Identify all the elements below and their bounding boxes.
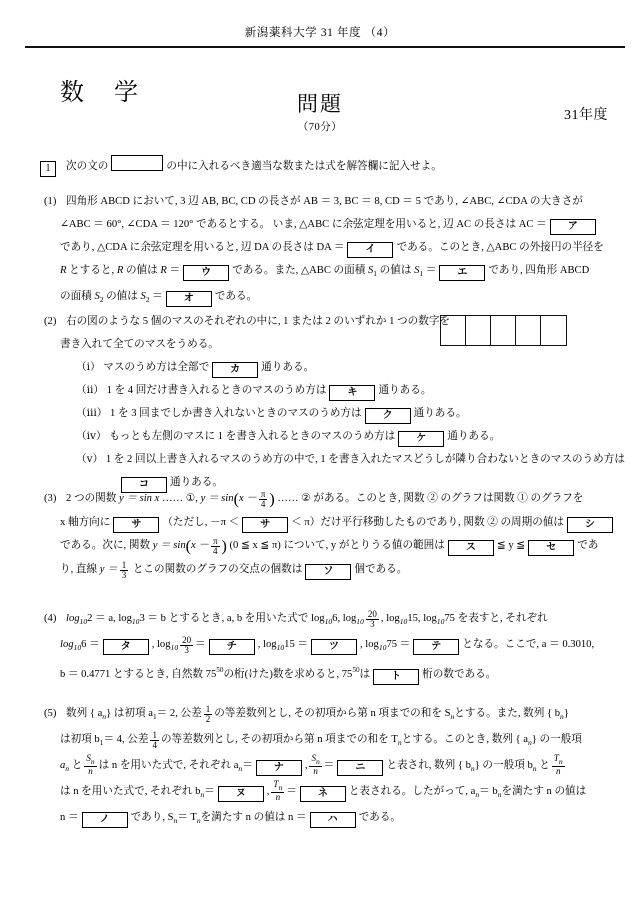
p5-t21: は n を用いた式で, それぞれ b [60,786,201,797]
problem-2-subitem-i [0,356,640,379]
instruction-blank-box[interactable] [111,155,163,171]
subitem-i-label: （ⅰ） [76,362,101,373]
grid-cell[interactable] [516,316,541,345]
problem-4-line-2: $\log_{10}6$ ＝ タ , $\log_{10}$ $\frac{20}{3}$ ＝ チ , $\log_{10}15$ ＝ ツ , $\log_{10}75$ ＝ テ となる。ここで, a ＝ 0.3010, [60,634,595,655]
p3-t9: ＜ π）だけ平行移動したものであり, 関数 ② の周期の値は [291,517,565,528]
subitem-v-label: （ⅴ） [76,454,104,465]
blank-sa-1[interactable]: サ [113,517,159,533]
blank-na[interactable]: ナ [256,760,302,776]
fraction-1-2: $\frac{1}{2}$ [205,703,211,724]
p5-t30: ＝ T [177,812,197,823]
blank-e[interactable]: エ [439,265,485,281]
subitem-i-before: マスのうめ方は全部で [103,362,210,373]
p5-t8: ＝ 4, 公差 [103,734,149,745]
p4-t17: b ＝ 0.4771 とするとき, 自然数 75 [60,669,217,680]
p5-t18: と表され, 数列 { b [386,760,471,771]
p4-t3: 3 ＝ b とするとき, a, b を用いた式で log [139,613,325,624]
p4-t14: , log [360,639,379,650]
blank-i[interactable]: イ [347,242,393,258]
p5-t24: ＝ [286,786,297,797]
p5-t31: を満たす n の値は n ＝ [200,812,307,823]
p5-t4: の等差数列とし, その初項から第 n 項までの和を S [214,708,451,719]
subitem-iv-before: もっとも左側のマスに 1 を書き入れるときのマスのうめ方は [109,431,396,442]
problem-2-label: (2) [44,316,57,327]
p4-t2: 2 ＝ a, log [87,613,132,624]
problem-2-subitem-ii [0,379,640,402]
fraction-tn-n-1: $\frac{T_n}{n}$ [553,753,563,776]
p4-t13: 15 ＝ [284,639,308,650]
problem-2-subitem-iv [0,425,640,448]
p5-t13: と [71,760,83,771]
p5-t16: , [304,760,308,771]
blank-ku[interactable]: ク [365,408,411,424]
p3-t2: y ＝ sin x [118,493,160,504]
p4-t9: 6 ＝ [81,639,100,650]
fraction-tn-n-2: $\frac{T_n}{n}$ [273,779,283,802]
problem-1-text-6: であり, 四角形 ABCD [488,265,590,276]
grid-cell[interactable] [491,316,516,345]
question-number-box: 1 [40,161,56,177]
p3-t13: ≦ y ≦ [496,540,526,551]
problem-1-section [0,190,640,311]
problem-4-line-3: b ＝ 0.4771 とするとき, 自然数 $75^{50}$の桁(けた)数を求めると, $75^{50}$は ト 桁の数である。 [0,659,640,686]
p3-t11: y ＝ sin [152,540,186,551]
problem-1-line-5: の面積 $S_2$ の値は $S_2$ ＝ オ である。 [0,285,640,311]
p5-t27: を満たす n の値は [501,786,587,797]
p3-t15: り, 直線 [60,564,98,575]
exam-duration: （70分） [297,122,343,133]
p3-t18: 個である。 [354,564,408,575]
problem-1-text-8: である。 [214,291,258,302]
blank-te[interactable]: テ [413,639,459,655]
problem-4-line-1: (4) $\log_{10}2 = a$, $\log_{10}3 = b$ とするとき, a, b を用いた式で $\log_{10}6$, $\log_{10}$ $\frac{20}{3}$ , $\log_{10}15$, $\log_{10}75$ を表すと, それぞれ [44,608,548,629]
blank-nu[interactable]: ヌ [218,786,264,802]
subitem-i-after: 通りある。 [261,362,315,373]
problem-5-line-5: n ＝ ノ であり, $S_n= T_n$を満たす n の値は n ＝ ハ である。 [0,806,640,832]
instruction-line [0,155,640,178]
problem-2-subitem-v [0,448,640,471]
problem-1-line-1 [0,190,640,213]
blank-su[interactable]: ス [448,540,494,556]
subitem-v-after: 通りある。 [170,477,223,488]
p5-t26: ＝ b [479,786,498,797]
problem-3-line-3: である。次に, 関数 y ＝ sin(x － $\frac{\pi}{4}$ ) (0 ≦ x ≦ π) について, y がとりうる値の範囲は ス ≦ y ≦ セ であ [60,535,599,556]
p3-t4: y ＝ sin [200,493,234,504]
p3-t16: y ＝ [99,564,118,575]
problem-3-label: (3) [44,493,57,504]
p5-t1: 数列 { a [66,708,103,719]
five-cell-grid-figure [440,315,567,346]
subitem-ii-label: （ⅱ） [76,385,104,396]
p3-t3: …… ①, [161,493,198,504]
p5-t20: と [539,760,550,771]
subitem-iii-label: （ⅲ） [76,408,108,419]
fraction-sn-n-1: $\frac{S_n}{n}$ [86,753,95,776]
p3-t10: である。次に, 関数 [60,540,151,551]
fraction-20-3: $\frac{20}{3}$ [367,608,377,629]
p4-t1: log [66,613,80,624]
p5-t12: a [60,760,66,771]
problem-5-line-2: は初項 $b_1= 4$, 公差 $\frac{1}{4}$ の等差数列とし, その初項から第 n 項までの和を $T_n$とする。このとき, 数列 { $a_n$} の一般項 [60,729,582,750]
problem-2-subitem-iii [0,402,640,425]
paper-title-block [0,88,640,134]
problem-3-section [0,487,640,581]
problem-1-label: (1) [44,196,57,207]
p5-t11: } の一般項 [531,734,582,745]
paper-title: 問題 [297,92,343,116]
blank-ta[interactable]: タ [103,639,149,655]
fraction-sn-n-2: $\frac{S_n}{n}$ [311,753,320,776]
p5-t3: ＝ 2, 公差 [156,708,202,719]
blank-so[interactable]: ソ [305,564,351,580]
blank-se[interactable]: セ [528,540,574,556]
p5-t9: の等差数列とし, その初項から第 n 項までの和を T [160,734,398,745]
fraction-1-4: $\frac{1}{4}$ [152,729,157,750]
subitem-ii-after: 通りある。 [378,385,432,396]
blank-ne[interactable]: ネ [300,786,346,802]
fraction-1-3: $\frac{1}{3}$ [121,559,127,580]
p3-t12: (0 ≦ x ≦ π) について, y がとりうる値の範囲は [229,540,445,551]
instruction-text-after: の中に入れるべき適当な数または式を解答欄に記入せよ。 [166,161,442,172]
problem-1-text-2: ∠ABC ＝ 60°, ∠CDA ＝ 120° であるとする。 いま, △ABC に余弦定理を用いると, 辺 AC の長さは AC ＝ [60,219,547,230]
p3-t8: （ただし, －π ＜ [162,517,240,528]
problem-1-line-2 [0,213,640,236]
problem-1-line-4: R とすると, R の値は R ＝ ウ である。また, △ABC の面積 $S_1$ の値は $S_1$ ＝ エ であり, 四角形 ABCD [0,259,640,285]
problem-1-line-3 [0,236,640,259]
blank-chi[interactable]: チ [209,639,255,655]
p4-t19: は [359,669,371,680]
subitem-iii-after: 通りある。 [413,408,467,419]
p4-t11: ＝ [195,639,206,650]
p5-t15: ＝ [242,760,253,771]
blank-no[interactable]: ノ [82,812,128,828]
blank-tsu[interactable]: ツ [311,639,357,655]
blank-u[interactable]: ウ [183,265,229,281]
subitem-iii-before: 1 を 3 回までしか書き入れないときのマスのうめ方は [110,408,362,419]
p3-t17: とこの関数のグラフの交点の個数は [132,564,303,575]
exam-year: 31年度 [564,108,608,123]
blank-ki[interactable]: キ [329,385,375,401]
fraction-pi-4: $\frac{\pi}{4}$ [260,488,266,509]
problem-5-section [0,702,640,832]
subject-title: 数 学 [60,80,150,106]
p5-t32: である。 [358,812,401,823]
p5-t7: は初項 b [60,734,100,745]
blank-o[interactable]: オ [166,291,212,307]
problem-5-line-3: $a_n$ と $\frac{S_n}{n}$ は n を用いた式で, それぞれ $a_n=$ ナ , $\frac{S_n}{n}$ ＝ ニ と表され, 数列 { $b_n$} の一般項 $b_n$ と $\frac{T_n}{n}$ [60,753,563,776]
p5-t17: ＝ [323,760,335,771]
p4-t8: log [60,639,74,650]
blank-a[interactable]: ア [550,219,596,235]
problem-4-label: (4) [44,613,57,624]
p5-t22: ＝ [204,786,215,797]
problem-2-text-1: 右の図のような 5 個のマスのそれぞれの中に, 1 または 2 のいずれか 1 つの数字を [66,316,451,327]
p5-t5: とする。また, 数列 { b [454,708,561,719]
problem-3-line-4 [0,558,640,581]
grid-cell[interactable] [466,316,491,345]
problem-4-section [0,607,640,686]
blank-sa-2[interactable]: サ [242,517,288,533]
p5-t2: } は初項 a [106,708,153,719]
problem-3-line-2 [0,511,640,534]
p3-t6: …… ② がある。このとき, 関数 ② のグラフは関数 ① のグラフを [277,493,584,504]
problem-1-text-3: であり, △CDA に余弦定理を用いると, 辺 DA の長さは DA ＝ [60,242,345,253]
blank-ha[interactable]: ハ [310,812,356,828]
blank-shi[interactable]: シ [567,517,613,533]
p4-t15: 75 ＝ [386,639,411,650]
p3-t14: であ [577,540,599,551]
p5-t25: と表される。したがって, a [348,786,476,797]
subitem-ii-before: 1 を 4 回だけ書き入れるときのマスのうめ方は [106,385,327,396]
grid-cell[interactable] [541,316,566,345]
p4-t16: となる。ここで, a ＝ 0.3010, [462,639,595,650]
p4-t6: 15, log [407,613,437,624]
instruction-section [0,155,640,178]
blank-ni[interactable]: ニ [337,760,383,776]
subitem-iv-after: 通りある。 [447,431,501,442]
problem-1-text-1: 四角形 ABCD において, 3 辺 AB, BC, CD の長さが AB ＝ 3, BC ＝ 8, CD ＝ 5 であり, ∠ABC, ∠CDA の大きさが [66,196,583,207]
problem-1-text-4: である。このとき, △ABC の外接円の半径を [396,242,604,253]
problem-3-line-1: (3) 2 つの関数 y ＝ sin x …… ①, y ＝ sin(x － $\frac{\pi}{4}$ ) …… ② がある。このとき, 関数 ② のグラフは関数 ① のグラフを [44,488,584,509]
p4-t10: , log [151,639,171,650]
fraction-20-3-b: $\frac{20}{3}$ [182,634,192,655]
p5-t29: であり, S [130,812,174,823]
p4-t7: 75 を表すと, それぞれ [444,613,548,624]
blank-ka[interactable]: カ [212,362,258,378]
subitem-v-before: 1 を 2 回以上書き入れるマスのうめ方の中で, 1 を書き入れたマスどうしが隣り合わないときのマスのうめ方は [105,454,625,465]
header-rule [25,46,625,48]
grid-cell[interactable] [441,316,466,345]
instruction-text-before: 次の文の [66,161,109,172]
p5-t19: } の一般項 b [474,760,533,771]
p3-t1: 2 つの関数 [66,493,117,504]
p4-t12: , log [257,639,277,650]
blank-ke[interactable]: ケ [398,431,444,447]
running-head: 新潟薬科大学 31 年度 （4） [244,27,396,39]
p4-t18: の桁(けた)数を求めると, 75 [223,669,353,680]
p3-t5: x － [238,493,257,504]
problem-5-line-4: は n を用いた式で, それぞれ $b_n=$ ヌ , $\frac{T_n}{n}$ ＝ ネ と表される。したがって, $a_n= b_n$を満たす n の値は [60,779,587,802]
subitem-iv-label: （ⅳ） [76,431,107,442]
p5-t14: は n を用いた式で, それぞれ a [98,760,239,771]
blank-ko[interactable]: コ [121,477,167,493]
p5-t28: n ＝ [60,812,79,823]
problem-5-label: (5) [44,708,57,719]
fraction-pi-4-b: $\frac{\pi}{4}$ [212,535,218,556]
p4-t5: , log [380,613,400,624]
p5-t6: } [563,708,569,719]
p5-t10: とする。このとき, 数列 { a [401,734,528,745]
p3-t7: x 軸方向に [60,517,111,528]
blank-to[interactable]: ト [373,669,419,685]
p4-t4: 6, log [332,613,357,624]
p5-t23: , [266,786,270,797]
problem-2-text-2: 書き入れて全てのマスをうめる。 [60,339,219,350]
problem-5-line-1: (5) 数列 { $a_n$} は初項 $a_1= 2$, 公差 $\frac{1}{2}$ の等差数列とし, その初項から第 n 項までの和を $S_n$とする。また, 数列 { $b_n$} [44,703,569,724]
p4-t20: 桁の数である。 [422,669,497,680]
